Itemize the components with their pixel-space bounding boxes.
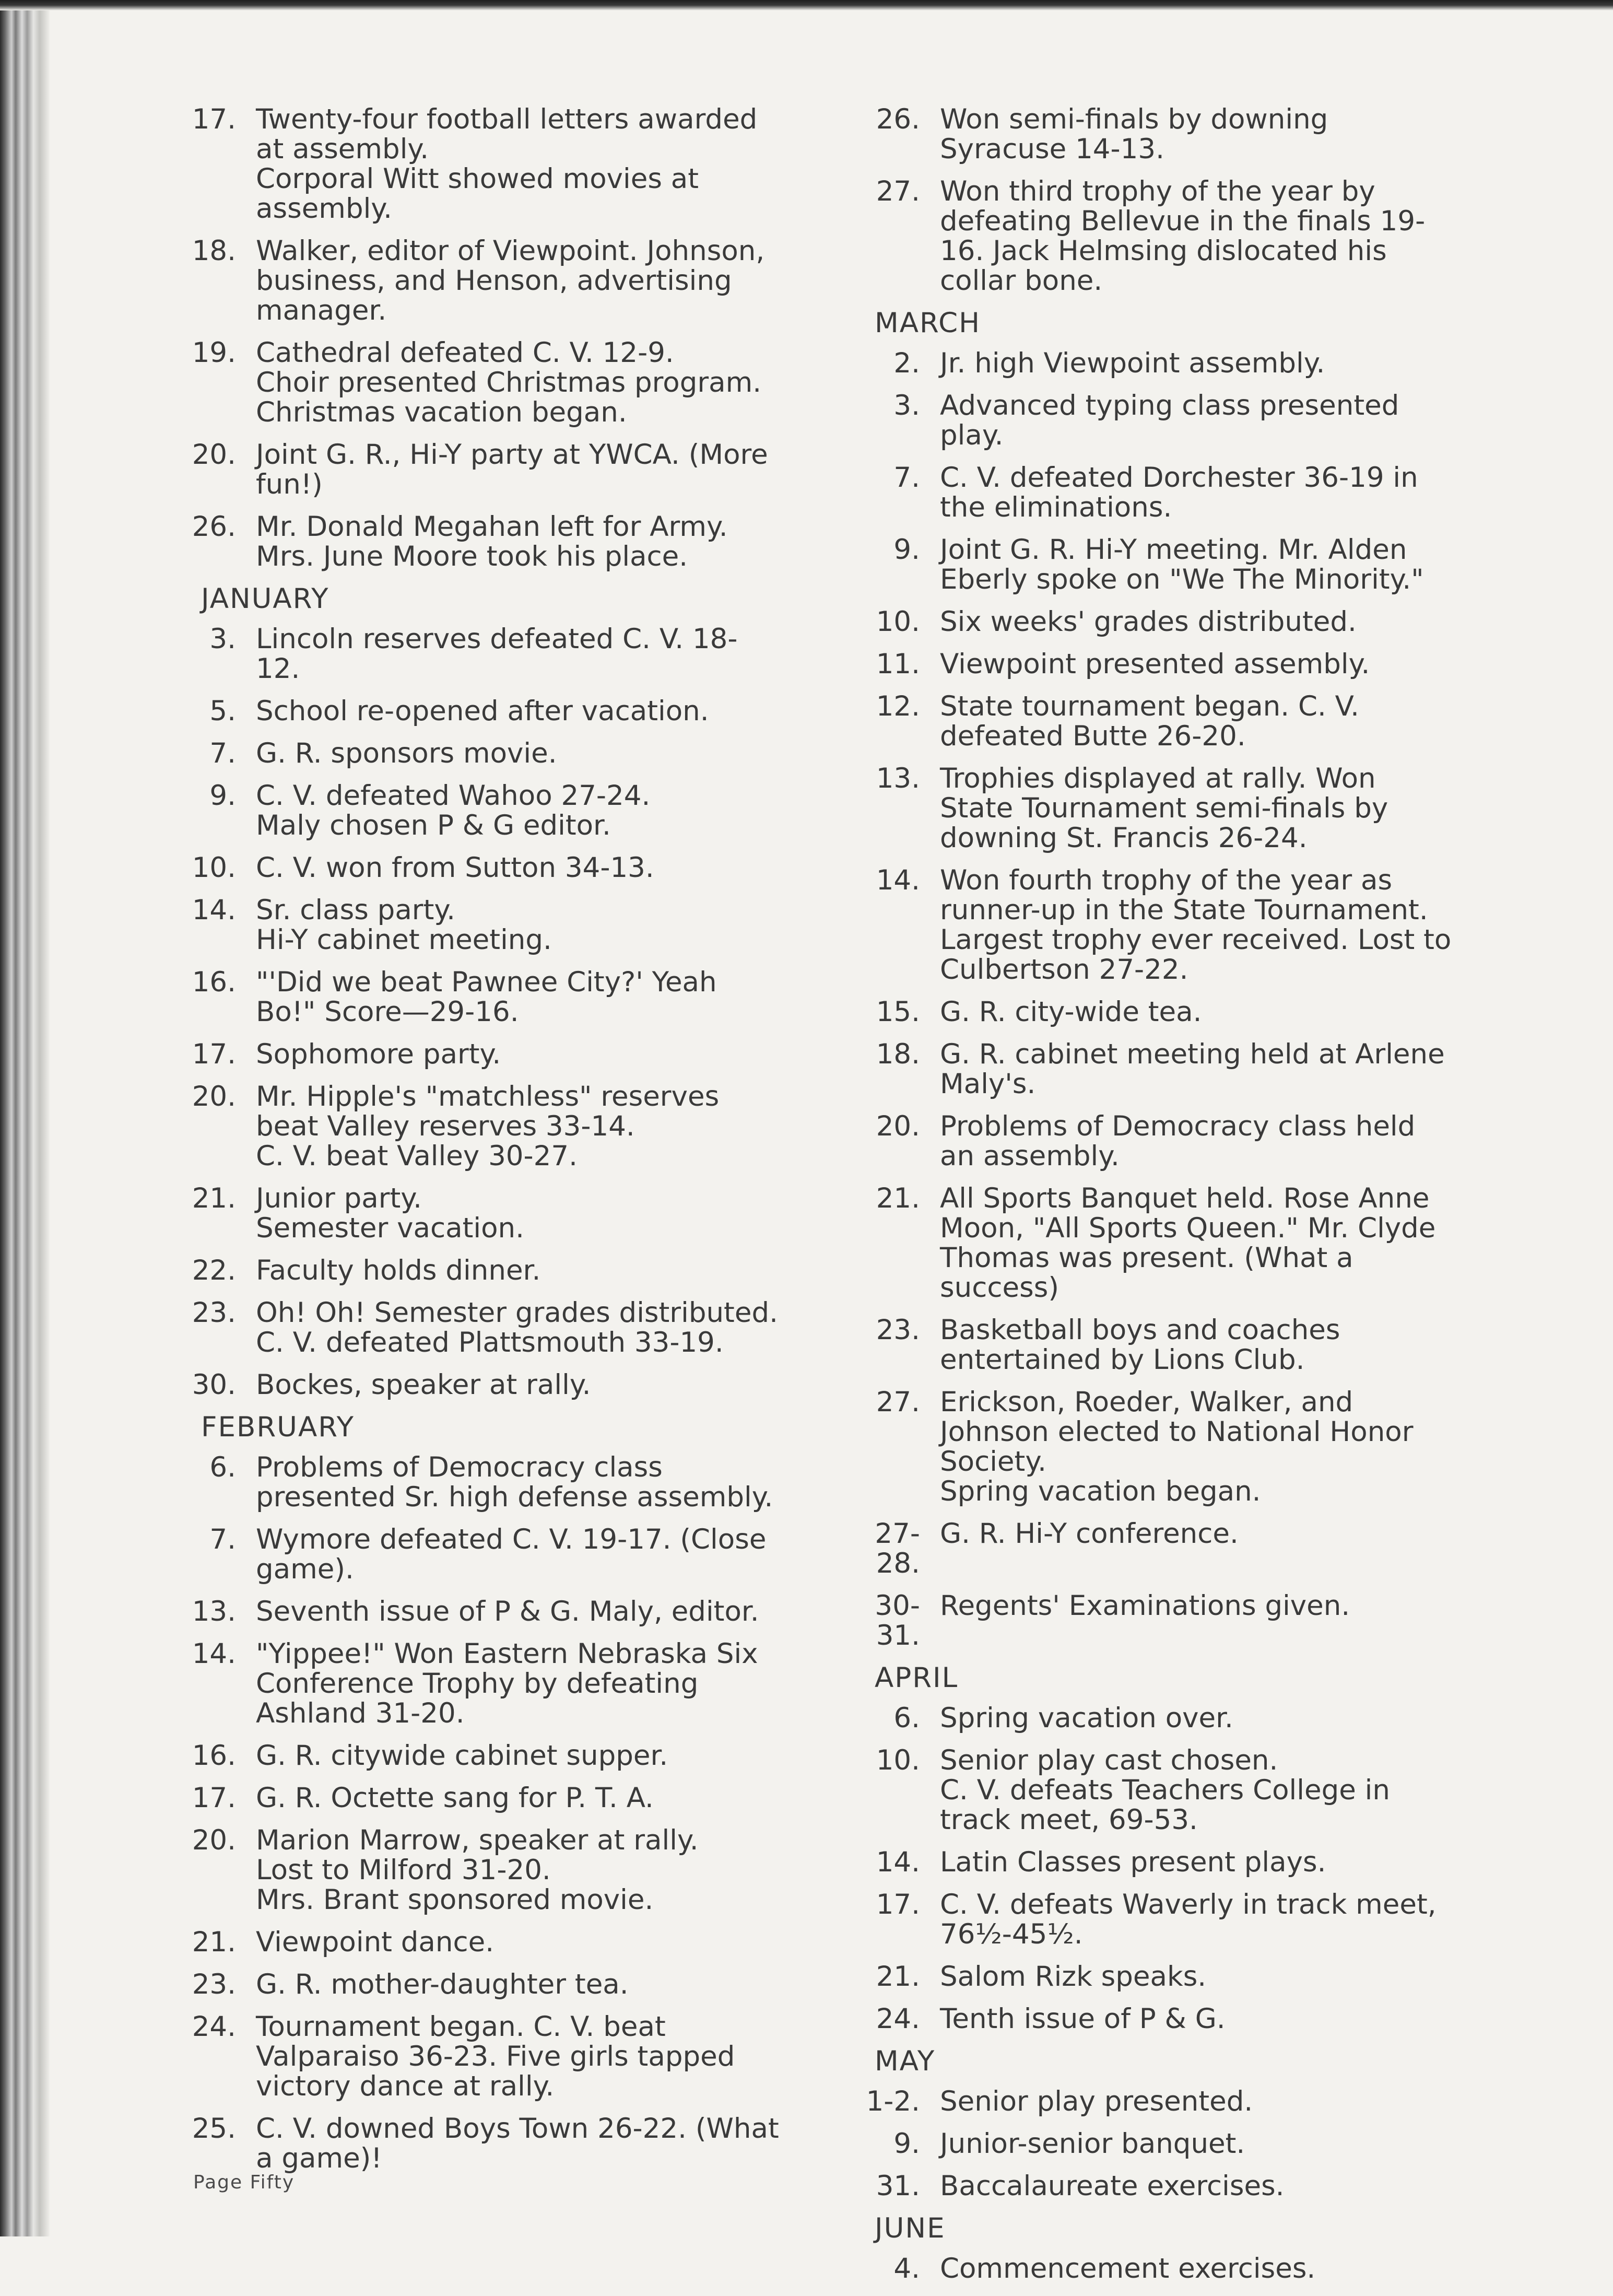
page-number-footer: Page Fifty	[193, 2172, 295, 2193]
entry-text	[256, 1082, 781, 1171]
entry-date: 9.	[209, 780, 236, 812]
entry-line: All Sports Banquet held. Rose Anne Moon, "All Sports Queen." Mr. Clyde Thomas was present. (What a success)	[940, 1182, 1436, 1304]
entry-text	[256, 624, 781, 684]
entry-line: Basketball boys and coaches entertained by Lions Club.	[940, 1314, 1340, 1376]
entry-date: 4.	[893, 2253, 920, 2285]
entry-text	[940, 1111, 1454, 1171]
entry-text	[256, 739, 781, 768]
calendar-entry	[191, 104, 781, 224]
entry-text	[256, 440, 781, 499]
entry-date: 2.	[893, 347, 920, 379]
month-heading: MAY	[875, 2045, 936, 2077]
calendar-entry	[191, 1298, 781, 1357]
calendar-entry	[191, 1525, 781, 1584]
entry-text	[940, 2004, 1454, 2034]
calendar-entry	[191, 781, 781, 840]
entry-date: 20.	[192, 1081, 236, 1112]
calendar-entry	[191, 440, 781, 499]
entry-line: "Yippee!" Won Eastern Nebraska Six Conference Trophy by defeating Ashland 31-20.	[256, 1638, 758, 1729]
month-heading: APRIL	[875, 1662, 959, 1694]
calendar-entry	[191, 1039, 781, 1069]
calendar-entry	[864, 463, 1454, 522]
calendar-entry	[191, 2114, 781, 2173]
entry-text	[256, 236, 781, 325]
calendar-entry	[864, 1111, 1454, 1171]
calendar-entry	[191, 1825, 781, 1915]
entry-line: C. V. defeated Wahoo 27-24.	[256, 780, 651, 812]
entry-date: 25.	[192, 2113, 236, 2145]
entry-date: 23.	[876, 1314, 920, 1346]
entry-date: 30.	[192, 1369, 236, 1401]
entry-date: 18.	[192, 235, 236, 267]
calendar-entry	[191, 739, 781, 768]
entry-date: 31.	[876, 2170, 920, 2202]
entry-line: G. R. city-wide tea.	[940, 996, 1202, 1028]
entry-text	[256, 853, 781, 883]
entry-line: C. V. defeated Plattsmouth 33-19.	[256, 1327, 724, 1358]
entry-text	[256, 967, 781, 1027]
entry-line: Marion Marrow, speaker at rally.	[256, 1824, 699, 1856]
calendar-entry	[864, 1519, 1454, 1578]
calendar-entry	[864, 2004, 1454, 2034]
entry-text	[256, 2114, 781, 2173]
entry-date: 7.	[893, 462, 920, 494]
entry-text	[940, 1703, 1454, 1733]
entry-date: 26.	[876, 103, 920, 135]
entry-date: 17.	[192, 1782, 236, 1814]
calendar-entry	[864, 1962, 1454, 1992]
entry-line: Salom Rizk speaks.	[940, 1961, 1207, 1993]
entry-text	[940, 1890, 1454, 1949]
entry-line: G. R. cabinet meeting held at Arlene Maly's.	[940, 1038, 1445, 1100]
entry-date: 16.	[192, 1740, 236, 1772]
calendar-entry	[191, 1256, 781, 1285]
entry-line: Wymore defeated C. V. 19-17. (Close game).	[256, 1524, 767, 1585]
entry-date: 5.	[209, 695, 236, 727]
entry-line: Won semi-finals by downing Syracuse 14-13.	[940, 103, 1328, 165]
calendar-entry	[864, 535, 1454, 594]
calendar-entry	[864, 1387, 1454, 1506]
entry-line: Won third trophy of the year by defeating Bellevue in the finals 19-16. Jack Helmsing dislocated his collar bone.	[940, 175, 1426, 297]
entry-text	[940, 2087, 1454, 2116]
calendar-entry	[864, 391, 1454, 450]
entry-text	[256, 1039, 781, 1069]
entry-date: 27-28.	[875, 1518, 920, 1579]
calendar-entry	[191, 1970, 781, 1999]
entry-date: 20.	[192, 439, 236, 471]
entry-line: G. R. Hi-Y conference.	[940, 1518, 1239, 1550]
entry-text	[940, 2254, 1454, 2283]
entry-line: Mr. Hipple's "matchless" reserves beat Valley reserves 33-14.	[256, 1081, 720, 1142]
calendar-entry	[191, 1927, 781, 1957]
calendar-entry	[864, 348, 1454, 378]
entry-text	[256, 104, 781, 224]
entry-line: Junior-senior banquet.	[940, 2128, 1245, 2160]
entry-text	[940, 607, 1454, 637]
book-binding-edge	[0, 0, 50, 2236]
entry-date: 26.	[192, 511, 236, 543]
entry-date: 1-2.	[866, 2086, 920, 2117]
entry-line: C. V. defeats Waverly in track meet, 76½-45½.	[940, 1889, 1437, 1950]
entry-text	[256, 1597, 781, 1626]
entry-text	[940, 1387, 1454, 1506]
entry-text	[256, 781, 781, 840]
entry-line: Won fourth trophy of the year as runner-up in the State Tournament. Largest trophy ever received. Lost to Culbertson 27-22.	[940, 864, 1452, 986]
entry-text	[256, 895, 781, 955]
entry-line: Tournament began. C. V. beat Valparaiso 36-23. Five girls tapped victory dance at rally.	[256, 2011, 735, 2102]
calendar-entry	[191, 2012, 781, 2101]
entry-line: Trophies displayed at rally. Won State Tournament semi-finals by downing St. Francis 26-24.	[940, 763, 1388, 854]
calendar-entry	[864, 2087, 1454, 2116]
entry-line: C. V. defeated Dorchester 36-19 in the eliminations.	[940, 462, 1418, 523]
entry-line: C. V. won from Sutton 34-13.	[256, 852, 654, 884]
entry-text	[940, 1184, 1454, 1303]
calendar-entry	[864, 692, 1454, 751]
entry-text	[940, 348, 1454, 378]
calendar-entry	[864, 997, 1454, 1027]
calendar-entry	[864, 2171, 1454, 2201]
entry-line: Sophomore party.	[256, 1038, 501, 1070]
calendar-entry	[191, 338, 781, 427]
calendar-entry	[191, 1639, 781, 1728]
entry-date: 21.	[192, 1182, 236, 1214]
calendar-entry	[191, 696, 781, 726]
entry-text	[940, 649, 1454, 679]
entry-date: 23.	[192, 1969, 236, 2000]
entry-date: 10.	[876, 606, 920, 638]
entry-text	[256, 1639, 781, 1728]
entry-date: 12.	[876, 690, 920, 722]
entry-line: Joint G. R., Hi-Y party at YWCA. (More fun!)	[256, 439, 768, 500]
entry-date: 6.	[209, 1451, 236, 1483]
calendar-entry	[864, 1591, 1454, 1650]
entry-text	[940, 1039, 1454, 1099]
entry-line: Sr. class party.	[256, 894, 456, 926]
entry-line: Jr. high Viewpoint assembly.	[940, 347, 1325, 379]
entry-line: G. R. mother-daughter tea.	[256, 1969, 629, 2000]
entry-date: 16.	[192, 966, 236, 998]
entry-text	[256, 1825, 781, 1915]
entry-text	[940, 1591, 1454, 1650]
month-heading: JUNE	[875, 2212, 946, 2244]
calendar-entry	[864, 2254, 1454, 2283]
entry-line: Baccalaureate exercises.	[940, 2170, 1285, 2202]
entry-line: "'Did we beat Pawnee City?' Yeah Bo!" Score—29-16.	[256, 966, 717, 1028]
entry-text	[940, 2171, 1454, 2201]
calendar-entry	[864, 1315, 1454, 1375]
calendar-entry	[191, 512, 781, 571]
entry-line: Walker, editor of Viewpoint. Johnson, business, and Henson, advertising manager.	[256, 235, 765, 326]
entry-line: Maly chosen P & G editor.	[256, 810, 611, 841]
entry-text	[256, 1184, 781, 1243]
calendar-entry	[191, 624, 781, 684]
entry-line: Advanced typing class presented play.	[940, 390, 1399, 451]
calendar-entry	[864, 764, 1454, 853]
calendar-entry	[864, 1847, 1454, 1877]
entry-text	[256, 696, 781, 726]
calendar-entry	[864, 2129, 1454, 2159]
entry-date: 22.	[192, 1255, 236, 1286]
entry-line: Senior play cast chosen.	[940, 1744, 1278, 1776]
entry-text	[940, 692, 1454, 751]
entry-date: 19.	[192, 337, 236, 369]
entry-line: C. V. defeats Teachers College in track meet, 69-53.	[940, 1774, 1391, 1836]
calendar-entry	[191, 967, 781, 1027]
entry-text	[256, 338, 781, 427]
entry-line: Problems of Democracy class held an assembly.	[940, 1110, 1416, 1172]
entry-line: Latin Classes present plays.	[940, 1846, 1326, 1878]
entry-text	[940, 1746, 1454, 1835]
entry-text	[940, 391, 1454, 450]
entry-date: 17.	[192, 103, 236, 135]
entry-text	[940, 535, 1454, 594]
entry-line: G. R. Octette sang for P. T. A.	[256, 1782, 654, 1814]
entry-text	[256, 1370, 781, 1400]
entry-line: State tournament began. C. V. defeated Butte 26-20.	[940, 690, 1359, 752]
entry-text	[256, 1783, 781, 1813]
entry-line: Cathedral defeated C. V. 12-9.	[256, 337, 674, 369]
entry-line: Six weeks' grades distributed.	[940, 606, 1357, 638]
entry-date: 24.	[876, 2003, 920, 2035]
entry-line: Joint G. R. Hi-Y meeting. Mr. Alden Eberly spoke on "We The Minority."	[940, 534, 1424, 595]
entry-text	[256, 1525, 781, 1584]
entry-text	[256, 1741, 781, 1771]
entry-line: Problems of Democracy class presented Sr. high defense assembly.	[256, 1451, 773, 1513]
entry-text	[256, 1298, 781, 1357]
entry-line: Regents' Examinations given.	[940, 1590, 1350, 1622]
entry-text	[940, 1315, 1454, 1375]
entry-line: Mrs. Brant sponsored movie.	[256, 1884, 654, 1916]
calendar-entry	[864, 607, 1454, 637]
calendar-entry	[191, 1741, 781, 1771]
entry-line: Twenty-four football letters awarded at assembly.	[256, 103, 758, 165]
entry-line: Viewpoint dance.	[256, 1926, 495, 1958]
entry-text	[940, 997, 1454, 1027]
entry-text	[940, 104, 1454, 164]
entry-line: Christmas vacation began.	[256, 396, 627, 428]
entry-text	[940, 463, 1454, 522]
entry-line: Erickson, Roeder, Walker, and Johnson elected to National Honor Society.	[940, 1386, 1414, 1478]
entry-date: 27.	[876, 175, 920, 207]
entry-date: 7.	[209, 737, 236, 769]
entry-line: G. R. citywide cabinet supper.	[256, 1740, 668, 1772]
entry-date: 15.	[876, 996, 920, 1028]
calendar-entry	[191, 1783, 781, 1813]
entry-line: Senior play presented.	[940, 2086, 1253, 2117]
month-heading: JANUARY	[201, 583, 329, 615]
entry-line: Semester vacation.	[256, 1212, 524, 1244]
month-heading: FEBRUARY	[201, 1411, 355, 1443]
entry-text	[256, 2012, 781, 2101]
right-column	[864, 104, 1454, 2296]
entry-line: Mr. Donald Megahan left for Army. Mrs. June Moore took his place.	[256, 511, 728, 572]
month-heading: MARCH	[875, 307, 981, 339]
entry-line: Bockes, speaker at rally.	[256, 1369, 591, 1401]
entry-line: Viewpoint presented assembly.	[940, 648, 1370, 680]
calendar-entry	[864, 865, 1454, 985]
entry-date: 9.	[893, 2128, 920, 2160]
entry-line: Junior party.	[256, 1182, 422, 1214]
entry-date: 7.	[209, 1524, 236, 1555]
entry-date: 3.	[209, 623, 236, 655]
left-column	[191, 104, 781, 2186]
entry-date: 3.	[893, 390, 920, 421]
calendar-entry	[864, 1039, 1454, 1099]
entry-date: 23.	[192, 1297, 236, 1329]
entry-line: Tenth issue of P & G.	[940, 2003, 1226, 2035]
entry-line: Seventh issue of P & G. Maly, editor.	[256, 1596, 759, 1627]
calendar-entry	[191, 1597, 781, 1626]
entry-text	[940, 865, 1454, 985]
entry-text	[940, 764, 1454, 853]
calendar-entry	[191, 1452, 781, 1512]
entry-line: Hi-Y cabinet meeting.	[256, 924, 552, 956]
calendar-entry	[191, 1184, 781, 1243]
entry-line: Lincoln reserves defeated C. V. 18-12.	[256, 623, 738, 685]
entry-line: Choir presented Christmas program.	[256, 367, 762, 399]
entry-line: Faculty holds dinner.	[256, 1255, 541, 1286]
calendar-entry	[864, 104, 1454, 164]
entry-date: 13.	[192, 1596, 236, 1627]
entry-line: C. V. beat Valley 30-27.	[256, 1140, 578, 1172]
entry-date: 21.	[876, 1182, 920, 1214]
entry-date: 9.	[893, 534, 920, 566]
entry-text	[940, 1847, 1454, 1877]
calendar-entry	[191, 853, 781, 883]
entry-line: G. R. sponsors movie.	[256, 737, 557, 769]
entry-line: Corporal Witt showed movies at assembly.	[256, 163, 699, 225]
entry-text	[940, 1962, 1454, 1992]
entry-date: 20.	[876, 1110, 920, 1142]
entry-date: 13.	[876, 763, 920, 794]
entry-text	[256, 1256, 781, 1285]
entry-date: 17.	[876, 1889, 920, 1920]
calendar-entry	[864, 1746, 1454, 1835]
entry-date: 6.	[893, 1702, 920, 1734]
entry-text	[940, 1519, 1454, 1578]
calendar-entry	[191, 236, 781, 325]
entry-date: 21.	[876, 1961, 920, 1993]
entry-date: 24.	[192, 2011, 236, 2043]
entry-date: 27.	[876, 1386, 920, 1418]
entry-line: C. V. downed Boys Town 26-22. (What a game)!	[256, 2113, 779, 2174]
calendar-entry	[191, 1082, 781, 1171]
entry-date: 14.	[876, 864, 920, 896]
entry-text	[256, 1970, 781, 1999]
entry-text	[256, 512, 781, 571]
entry-line: Lost to Milford 31-20.	[256, 1854, 551, 1886]
entry-text	[940, 2129, 1454, 2159]
entry-date: 14.	[192, 894, 236, 926]
calendar-entry	[864, 1890, 1454, 1949]
entry-text	[256, 1452, 781, 1512]
calendar-entry	[864, 177, 1454, 296]
entry-line: Spring vacation over.	[940, 1702, 1233, 1734]
entry-date: 17.	[192, 1038, 236, 1070]
calendar-entry	[864, 649, 1454, 679]
calendar-entry	[864, 1184, 1454, 1303]
entry-date: 30-31.	[875, 1590, 920, 1651]
entry-line: Commencement exercises.	[940, 2253, 1316, 2285]
entry-date: 10.	[876, 1744, 920, 1776]
entry-date: 20.	[192, 1824, 236, 1856]
entry-date: 14.	[876, 1846, 920, 1878]
calendar-entry	[191, 895, 781, 955]
entry-date: 10.	[192, 852, 236, 884]
entry-date: 21.	[192, 1926, 236, 1958]
entry-date: 11.	[876, 648, 920, 680]
entry-text	[940, 177, 1454, 296]
entry-line: Oh! Oh! Semester grades distributed.	[256, 1297, 778, 1329]
calendar-entry	[864, 1703, 1454, 1733]
page-top-edge	[0, 0, 1613, 10]
entry-date: 18.	[876, 1038, 920, 1070]
calendar-entry	[191, 1370, 781, 1400]
entry-line: School re-opened after vacation.	[256, 695, 709, 727]
entry-date: 14.	[192, 1638, 236, 1670]
entry-line: Spring vacation began.	[940, 1475, 1261, 1507]
entry-text	[256, 1927, 781, 1957]
